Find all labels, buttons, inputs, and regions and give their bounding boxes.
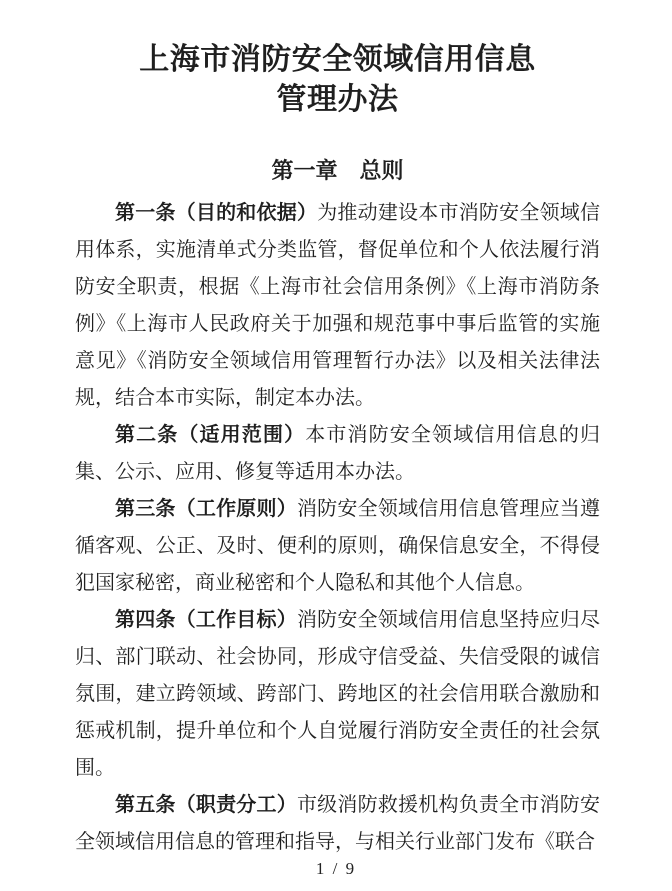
article-paragraph — [75, 491, 600, 602]
chapter-heading: 第一章 总则 — [271, 158, 404, 183]
document-title-line2: 管理办法 — [276, 83, 399, 116]
article-text: 消防安全领域信用信息管理应当遵循客观、公正、及时、便利的原则，确保信息安全，不得侵犯国家秘密，商业秘密和个人隐私和其他个人信息。 — [75, 498, 601, 594]
article-text: 为推动建设本市消防安全领域信用体系，实施清单式分类监管，督促单位和个人依法履行消防安全职责，根据《上海市社会信用条例》《上海市消防条例》《上海市人民政府关于加强和规范事中事后监管的实施意见》《消防安全领域信用管理暂行办法》以及相关法律法规，结合本市实际，制定本办法。 — [75, 202, 601, 409]
document-title-line1: 上海市消防安全领域信用信息 — [139, 43, 536, 76]
article-lead: 第五条（职责分工） — [115, 794, 297, 816]
article-paragraph — [75, 195, 600, 417]
article-lead: 第二条（适用范围） — [115, 424, 306, 446]
article-lead: 第三条（工作原则） — [115, 498, 297, 520]
article-paragraph — [75, 417, 600, 491]
article-text: 市级消防救援机构负责全市消防安全领域信用信息的管理和指导，与相关行业部门发布《联合 — [75, 794, 601, 853]
article-paragraph — [75, 787, 600, 861]
article-lead: 第一条（目的和依据） — [115, 202, 318, 224]
article-paragraph — [75, 602, 600, 787]
document-title — [75, 40, 600, 120]
document-body — [75, 195, 600, 861]
article-lead: 第四条（工作目标） — [115, 609, 297, 631]
page-number: 1 / 9 — [315, 859, 357, 878]
article-text: 本市消防安全领域信用信息的归集、公示、应用、修复等适用本办法。 — [75, 424, 601, 483]
article-text: 消防安全领域信用信息坚持应归尽归、部门联动、社会协同，形成守信受益、失信受限的诚信氛围，建立跨领域、跨部门、跨地区的社会信用联合激励和惩戒机制，提升单位和个人自觉履行消防安全责任的社会氛围。 — [75, 609, 601, 779]
